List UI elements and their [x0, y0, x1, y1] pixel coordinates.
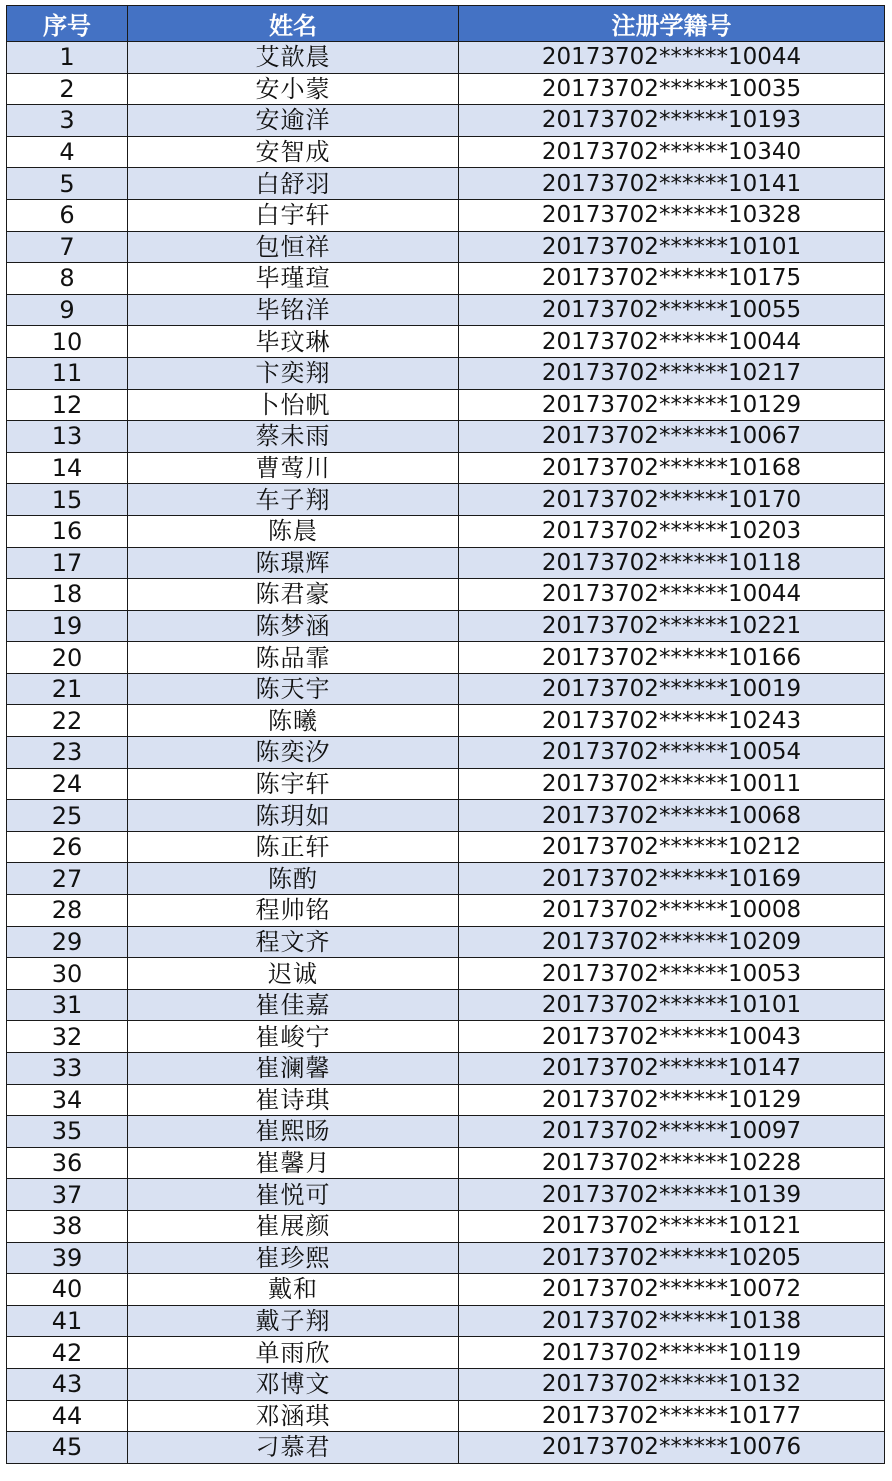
cell-name: 迟诚 [128, 958, 459, 990]
table-row [7, 673, 885, 705]
cell-student-id: 20173702******10168 [459, 452, 885, 484]
cell-index: 30 [7, 958, 128, 990]
table-row [7, 263, 885, 295]
table-row [7, 105, 885, 137]
cell-index: 7 [7, 231, 128, 263]
cell-student-id: 20173702******10221 [459, 610, 885, 642]
cell-name: 安智成 [128, 136, 459, 168]
table-row [7, 1116, 885, 1148]
cell-name: 崔澜馨 [128, 1053, 459, 1085]
cell-name: 崔馨月 [128, 1147, 459, 1179]
table-row [7, 1021, 885, 1053]
cell-index: 1 [7, 42, 128, 74]
table-row [7, 958, 885, 990]
cell-name: 戴和 [128, 1274, 459, 1306]
cell-name: 程帅铭 [128, 895, 459, 927]
cell-name: 陈璟辉 [128, 547, 459, 579]
cell-name: 安逾洋 [128, 105, 459, 137]
cell-student-id: 20173702******10068 [459, 800, 885, 832]
cell-index: 37 [7, 1179, 128, 1211]
table-row [7, 1274, 885, 1306]
cell-index: 23 [7, 737, 128, 769]
cell-name: 崔悦可 [128, 1179, 459, 1211]
cell-name: 陈君豪 [128, 579, 459, 611]
cell-student-id: 20173702******10205 [459, 1242, 885, 1274]
cell-student-id: 20173702******10019 [459, 673, 885, 705]
table-row [7, 326, 885, 358]
cell-student-id: 20173702******10043 [459, 1021, 885, 1053]
cell-index: 33 [7, 1053, 128, 1085]
table-row [7, 1337, 885, 1369]
cell-name: 崔诗琪 [128, 1084, 459, 1116]
cell-name: 艾歆晨 [128, 42, 459, 74]
cell-index: 13 [7, 421, 128, 453]
cell-index: 9 [7, 294, 128, 326]
cell-index: 17 [7, 547, 128, 579]
table-row [7, 73, 885, 105]
table-row [7, 863, 885, 895]
cell-student-id: 20173702******10141 [459, 168, 885, 200]
cell-name: 毕瑾瑄 [128, 263, 459, 295]
cell-name: 卞奕翔 [128, 357, 459, 389]
cell-student-id: 20173702******10118 [459, 547, 885, 579]
cell-index: 12 [7, 389, 128, 421]
cell-index: 32 [7, 1021, 128, 1053]
cell-index: 27 [7, 863, 128, 895]
cell-student-id: 20173702******10008 [459, 895, 885, 927]
cell-name: 陈玥如 [128, 800, 459, 832]
cell-student-id: 20173702******10044 [459, 42, 885, 74]
cell-index: 28 [7, 895, 128, 927]
cell-name: 毕玟琳 [128, 326, 459, 358]
cell-index: 38 [7, 1210, 128, 1242]
cell-student-id: 20173702******10054 [459, 737, 885, 769]
cell-name: 刁慕君 [128, 1432, 459, 1464]
table-row [7, 926, 885, 958]
cell-student-id: 20173702******10035 [459, 73, 885, 105]
table-row [7, 547, 885, 579]
table-row [7, 1053, 885, 1085]
table-row [7, 389, 885, 421]
table-row [7, 1084, 885, 1116]
cell-name: 邓博文 [128, 1368, 459, 1400]
cell-student-id: 20173702******10243 [459, 705, 885, 737]
cell-name: 陈品霏 [128, 642, 459, 674]
cell-student-id: 20173702******10132 [459, 1368, 885, 1400]
cell-index: 20 [7, 642, 128, 674]
cell-name: 崔珍熙 [128, 1242, 459, 1274]
cell-student-id: 20173702******10011 [459, 768, 885, 800]
cell-name: 陈天宇 [128, 673, 459, 705]
table-row [7, 1179, 885, 1211]
cell-index: 4 [7, 136, 128, 168]
table-row [7, 1305, 885, 1337]
cell-student-id: 20173702******10328 [459, 199, 885, 231]
cell-student-id: 20173702******10055 [459, 294, 885, 326]
cell-student-id: 20173702******10076 [459, 1432, 885, 1464]
cell-name: 崔峻宁 [128, 1021, 459, 1053]
table-row [7, 1368, 885, 1400]
table-row [7, 42, 885, 74]
cell-name: 曹莺川 [128, 452, 459, 484]
header-row [7, 6, 885, 42]
cell-name: 蔡未雨 [128, 421, 459, 453]
cell-student-id: 20173702******10147 [459, 1053, 885, 1085]
cell-name: 毕铭洋 [128, 294, 459, 326]
cell-student-id: 20173702******10193 [459, 105, 885, 137]
cell-name: 陈正轩 [128, 831, 459, 863]
cell-name: 白宇轩 [128, 199, 459, 231]
cell-student-id: 20173702******10212 [459, 831, 885, 863]
table-row [7, 642, 885, 674]
cell-student-id: 20173702******10203 [459, 515, 885, 547]
table-row [7, 579, 885, 611]
cell-name: 卜怡帆 [128, 389, 459, 421]
cell-student-id: 20173702******10121 [459, 1210, 885, 1242]
table-body [7, 42, 885, 1464]
table-row [7, 737, 885, 769]
cell-index: 40 [7, 1274, 128, 1306]
table-row [7, 452, 885, 484]
cell-index: 11 [7, 357, 128, 389]
cell-index: 35 [7, 1116, 128, 1148]
cell-student-id: 20173702******10217 [459, 357, 885, 389]
table-row [7, 705, 885, 737]
cell-index: 25 [7, 800, 128, 832]
cell-name: 陈晨 [128, 515, 459, 547]
cell-name: 陈曦 [128, 705, 459, 737]
cell-index: 14 [7, 452, 128, 484]
cell-name: 邓涵琪 [128, 1400, 459, 1432]
cell-index: 21 [7, 673, 128, 705]
table-row [7, 515, 885, 547]
cell-student-id: 20173702******10072 [459, 1274, 885, 1306]
cell-student-id: 20173702******10101 [459, 231, 885, 263]
cell-index: 34 [7, 1084, 128, 1116]
cell-index: 19 [7, 610, 128, 642]
cell-name: 崔佳嘉 [128, 989, 459, 1021]
table-row [7, 895, 885, 927]
student-roster-sheet [6, 5, 884, 1464]
table-row [7, 768, 885, 800]
table-row [7, 199, 885, 231]
cell-student-id: 20173702******10175 [459, 263, 885, 295]
table-row [7, 1210, 885, 1242]
cell-student-id: 20173702******10169 [459, 863, 885, 895]
cell-student-id: 20173702******10067 [459, 421, 885, 453]
cell-index: 2 [7, 73, 128, 105]
cell-student-id: 20173702******10129 [459, 1084, 885, 1116]
cell-index: 22 [7, 705, 128, 737]
header-name: 姓名 [128, 6, 459, 42]
table-header [7, 6, 885, 42]
header-student-id: 注册学籍号 [459, 6, 885, 42]
table-row [7, 800, 885, 832]
cell-index: 26 [7, 831, 128, 863]
cell-index: 3 [7, 105, 128, 137]
cell-student-id: 20173702******10170 [459, 484, 885, 516]
cell-index: 8 [7, 263, 128, 295]
cell-name: 安小蒙 [128, 73, 459, 105]
cell-index: 16 [7, 515, 128, 547]
table-row [7, 357, 885, 389]
cell-name: 程文齐 [128, 926, 459, 958]
header-index: 序号 [7, 6, 128, 42]
cell-student-id: 20173702******10097 [459, 1116, 885, 1148]
cell-student-id: 20173702******10209 [459, 926, 885, 958]
table-row [7, 231, 885, 263]
cell-index: 18 [7, 579, 128, 611]
cell-name: 白舒羽 [128, 168, 459, 200]
cell-name: 崔展颜 [128, 1210, 459, 1242]
cell-index: 45 [7, 1432, 128, 1464]
cell-student-id: 20173702******10139 [459, 1179, 885, 1211]
cell-student-id: 20173702******10138 [459, 1305, 885, 1337]
cell-name: 崔熙旸 [128, 1116, 459, 1148]
cell-student-id: 20173702******10101 [459, 989, 885, 1021]
cell-index: 15 [7, 484, 128, 516]
cell-name: 陈酌 [128, 863, 459, 895]
table-row [7, 1432, 885, 1464]
cell-name: 陈宇轩 [128, 768, 459, 800]
cell-name: 包恒祥 [128, 231, 459, 263]
cell-student-id: 20173702******10044 [459, 579, 885, 611]
table-row [7, 421, 885, 453]
table-row [7, 136, 885, 168]
cell-student-id: 20173702******10166 [459, 642, 885, 674]
table-row [7, 989, 885, 1021]
cell-student-id: 20173702******10044 [459, 326, 885, 358]
cell-student-id: 20173702******10119 [459, 1337, 885, 1369]
cell-student-id: 20173702******10228 [459, 1147, 885, 1179]
table-row [7, 168, 885, 200]
cell-index: 10 [7, 326, 128, 358]
table-row [7, 484, 885, 516]
table-row [7, 610, 885, 642]
table-row [7, 294, 885, 326]
student-roster-table [6, 5, 885, 1464]
cell-index: 5 [7, 168, 128, 200]
cell-index: 41 [7, 1305, 128, 1337]
cell-name: 车子翔 [128, 484, 459, 516]
table-row [7, 1242, 885, 1274]
cell-name: 陈奕汐 [128, 737, 459, 769]
table-row [7, 1147, 885, 1179]
cell-index: 44 [7, 1400, 128, 1432]
cell-student-id: 20173702******10177 [459, 1400, 885, 1432]
cell-index: 29 [7, 926, 128, 958]
cell-index: 6 [7, 199, 128, 231]
cell-student-id: 20173702******10053 [459, 958, 885, 990]
cell-index: 36 [7, 1147, 128, 1179]
table-row [7, 831, 885, 863]
cell-student-id: 20173702******10129 [459, 389, 885, 421]
cell-name: 戴子翔 [128, 1305, 459, 1337]
cell-index: 24 [7, 768, 128, 800]
cell-index: 31 [7, 989, 128, 1021]
cell-student-id: 20173702******10340 [459, 136, 885, 168]
cell-index: 39 [7, 1242, 128, 1274]
cell-name: 单雨欣 [128, 1337, 459, 1369]
cell-index: 43 [7, 1368, 128, 1400]
cell-name: 陈梦涵 [128, 610, 459, 642]
table-row [7, 1400, 885, 1432]
cell-index: 42 [7, 1337, 128, 1369]
